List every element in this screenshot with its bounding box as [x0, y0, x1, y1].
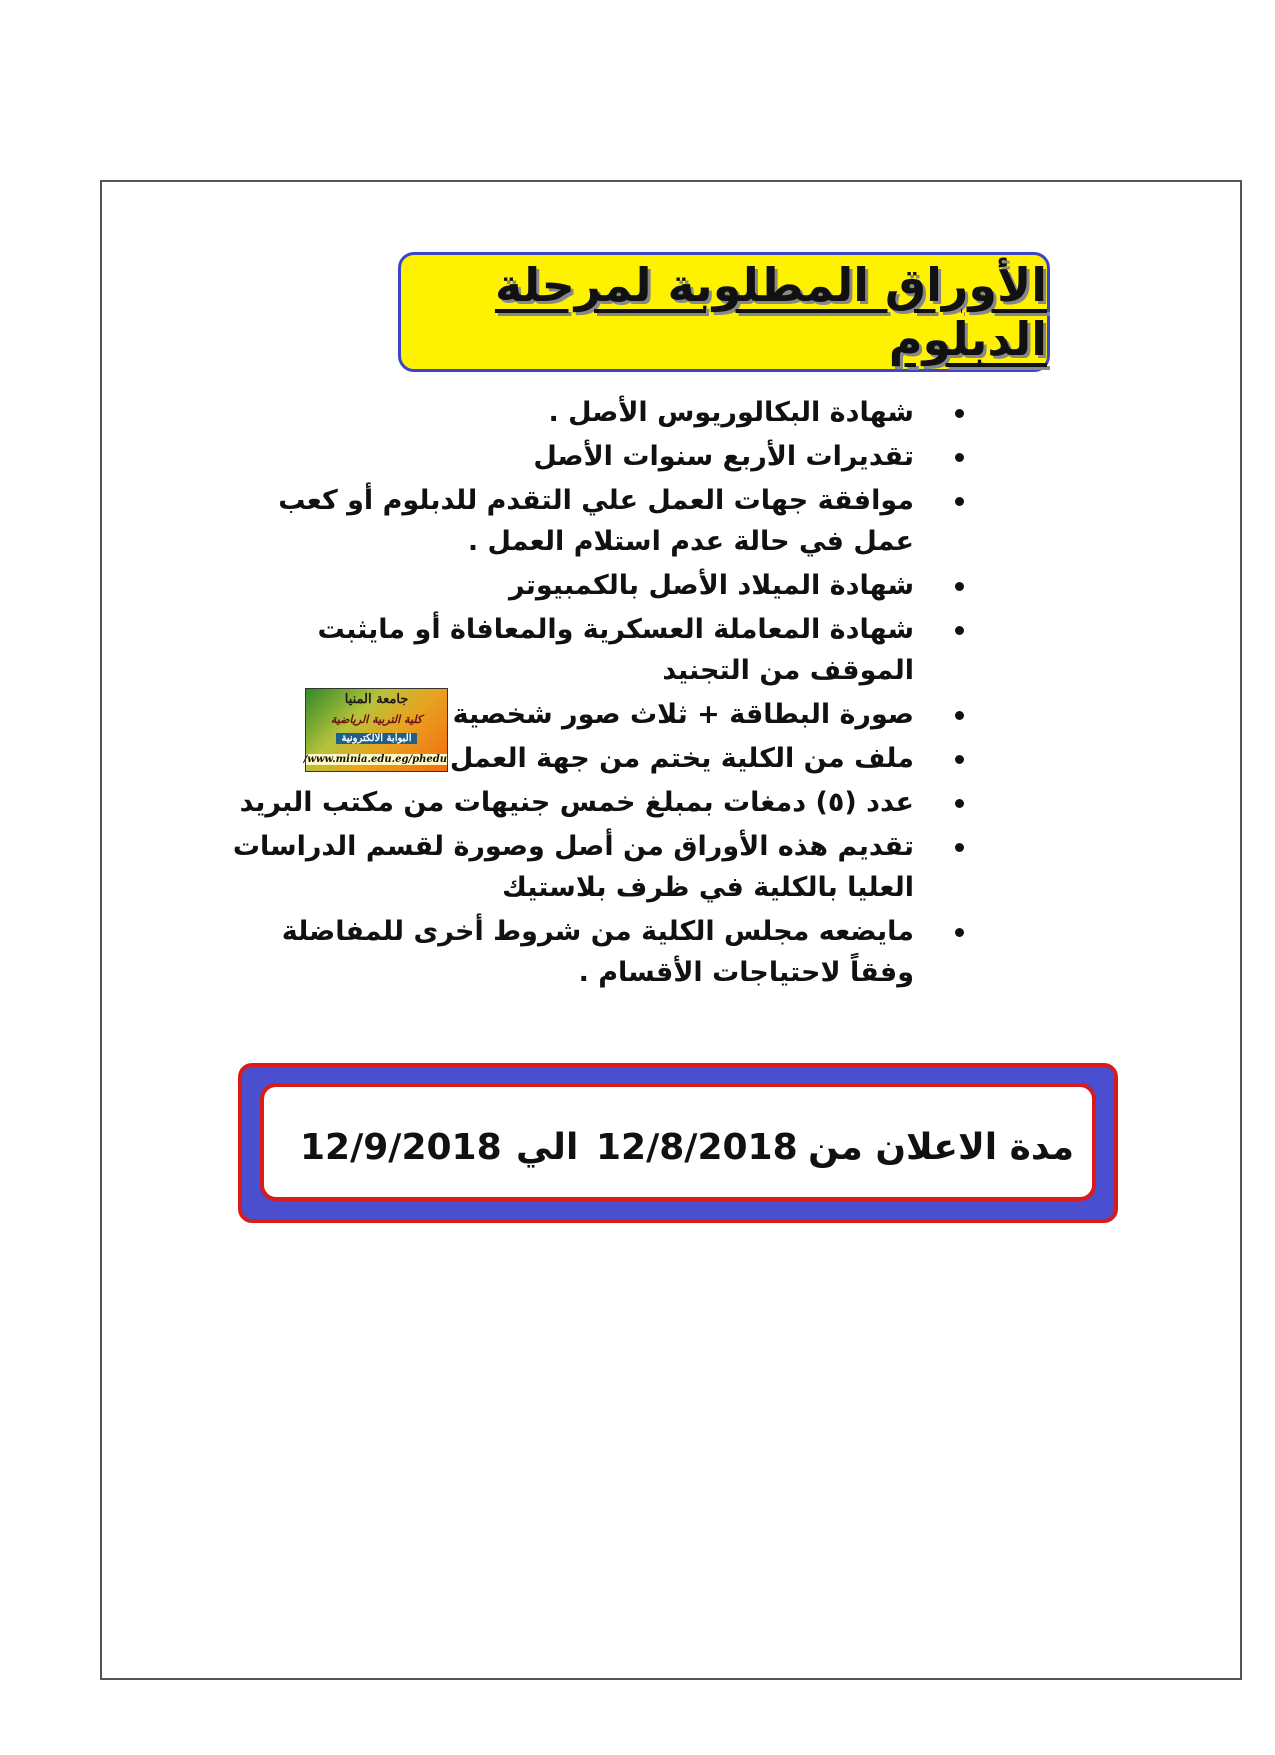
logo-faculty: كلية التربية الرياضية: [330, 713, 423, 726]
faculty-logo: [305, 688, 448, 772]
list-item: موافقة جهات العمل علي التقدم للدبلوم أو كعب عمل في حالة عدم استلام العمل .: [232, 480, 972, 562]
logo-portal: البوابة الالكترونية: [336, 733, 417, 744]
list-item: تقديرات الأربع سنوات الأصل: [232, 436, 972, 477]
list-item: ملف من الكلية يختم من جهة العمل: [232, 738, 972, 779]
announcement-from-date: 12/8/2018: [596, 1127, 798, 1168]
logo-url: www.minia.edu.eg/phedu/: [303, 754, 447, 765]
logo-university: جامعة المنيا: [344, 692, 409, 707]
announcement-to-date: 12/9/2018: [300, 1127, 502, 1168]
list-item: تقديم هذه الأوراق من أصل وصورة لقسم الدراسات العليا بالكلية في ظرف بلاستيك: [232, 826, 972, 908]
announcement-to-word: الي: [516, 1127, 579, 1168]
announcement-label: مدة الاعلان من: [808, 1127, 1074, 1168]
list-item: شهادة الميلاد الأصل بالكمبيوتر: [232, 565, 972, 606]
title-box: [398, 252, 1050, 372]
list-item: عدد (٥) دمغات بمبلغ خمس جنيهات من مكتب البريد: [232, 782, 972, 823]
announcement-period-inner: [260, 1083, 1096, 1201]
list-item: مايضعه مجلس الكلية من شروط أخرى للمفاضلة وفقاً لاحتياجات الأقسام .: [232, 911, 972, 993]
list-item: شهادة البكالوريوس الأصل .: [232, 392, 972, 433]
list-item: شهادة المعاملة العسكرية والمعافاة أو مايثبت الموقف من التجنيد: [232, 609, 972, 691]
page-title: الأوراق المطلوبة لمرحلة الدبلوم: [494, 258, 1047, 366]
announcement-period-box: [238, 1063, 1118, 1223]
list-item: صورة البطاقة + ثلاث صور شخصية: [232, 694, 972, 735]
